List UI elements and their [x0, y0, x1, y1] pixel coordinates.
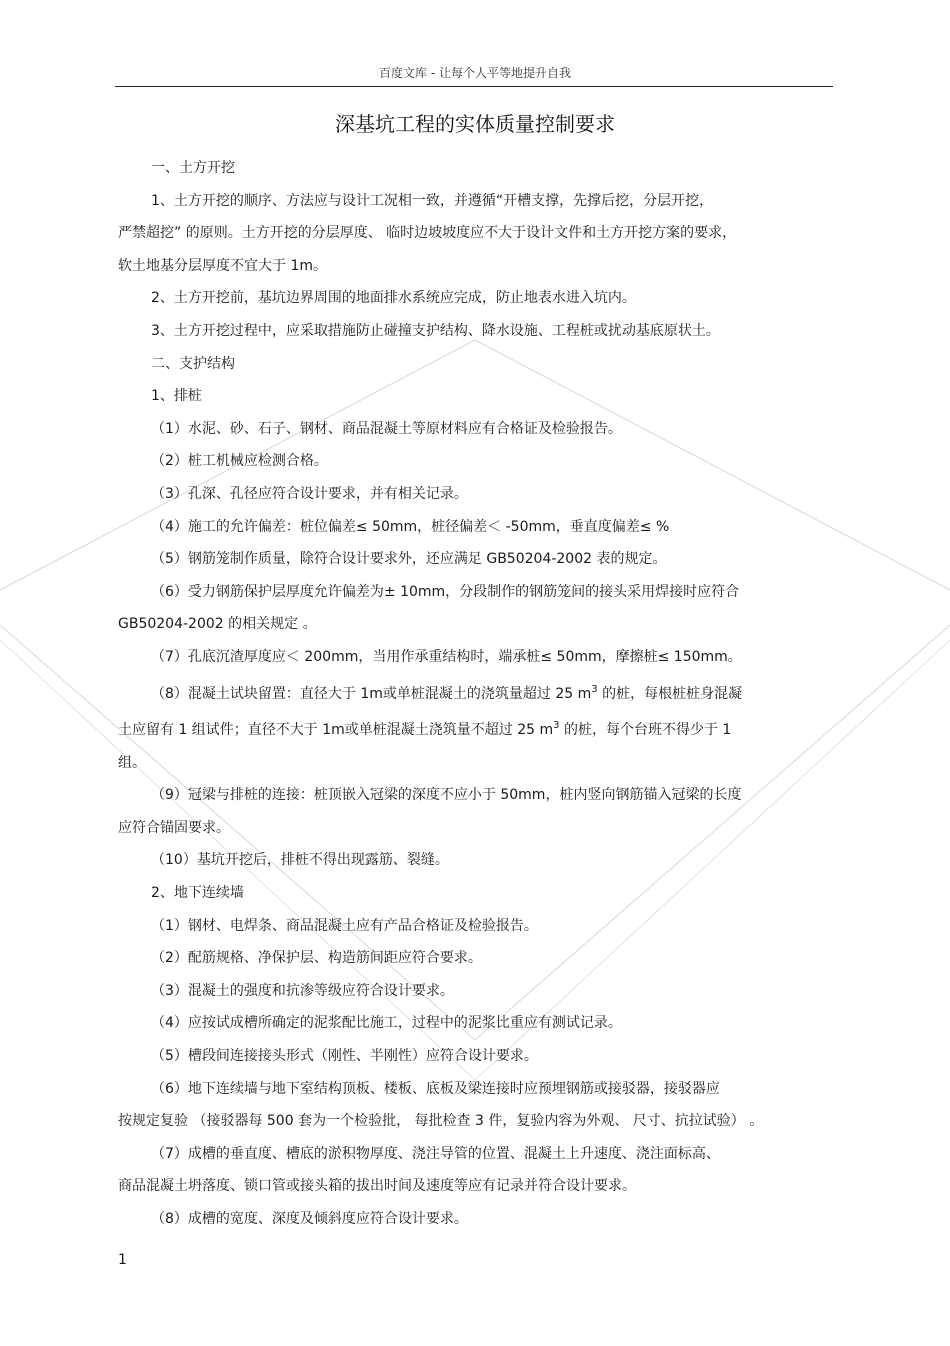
body-line: （5）钢筋笼制作质量，除符合设计要求外，还应满足 GB50204-2002 表的规定。: [151, 551, 667, 568]
body-line: （6）地下连续墙与地下室结构顶板、楼板、底板及梁连接时应预埋钢筋或接驳器，接驳器应: [151, 1080, 720, 1097]
document-body: [118, 152, 836, 1236]
body-line: 组。: [118, 754, 146, 771]
body-line: 土应留有 1 组试件；直径不大于 1m或单桩混凝土浇筑量不超过 25 $m^3$ 的桩，每个台班不得少于 1: [118, 720, 732, 739]
body-line: （6）受力钢筋保护层厚度允许偏差为± 10mm，分段制作的钢筋笼间的接头采用焊接时应符合: [151, 583, 740, 600]
body-line: （1）水泥、砂、石子、钢材、商品混凝土等原材料应有合格证及检验报告。: [151, 420, 622, 437]
body-line: （3）混凝土的强度和抗渗等级应符合设计要求。: [151, 982, 454, 999]
body-line: （5）槽段间连接接头形式（刚性、半刚性）应符合设计要求。: [151, 1048, 538, 1065]
body-line: 严禁超挖” 的原则。土方开挖的分层厚度、 临时边坡坡度应不大于设计文件和土方开挖方案的要求，: [118, 225, 737, 242]
body-line: （8）混凝土试块留置：直径大于 1m或单桩混凝土的浇筑量超过 25 $m^3$ 的桩，每根桩桩身混凝: [151, 683, 743, 702]
body-line: 2、地下连续墙: [151, 885, 244, 902]
body-line: （9）冠梁与排桩的连接：桩顶嵌入冠梁的深度不应小于 50mm，桩内竖向钢筋锚入冠梁的长度: [151, 787, 742, 804]
body-line: GB50204-2002 的相关规定 。: [118, 616, 317, 633]
body-line: （4）施工的允许偏差：桩位偏差≤ 50mm，桩径偏差＜ -50mm，垂直度偏差≤ %: [151, 518, 670, 535]
body-line: （8）成槽的宽度、深度及倾斜度应符合设计要求。: [151, 1211, 468, 1227]
body-line: 1、土方开挖的顺序、方法应与设计工况相一致，并遵循“开槽支撑，先撑后挖，分层开挖，: [151, 192, 714, 209]
body-line: （2）配筋规格、净保护层、构造筋间距应符合要求。: [151, 950, 482, 967]
body-line: 应符合锚固要求。: [118, 819, 230, 836]
body-line: 一、土方开挖: [151, 160, 235, 176]
body-line: 二、支护结构: [151, 355, 235, 372]
body-line: 商品混凝土坍落度、锁口管或接头箱的拔出时间及速度等应有记录并符合设计要求。: [118, 1178, 636, 1195]
body-line: （2）桩工机械应检测合格。: [151, 453, 328, 470]
document-title: 深基坑工程的实体质量控制要求: [335, 112, 615, 136]
header-divider: [115, 86, 833, 87]
superscript-exponent: 3: [591, 683, 598, 695]
page-header: 百度文库 - 让每个人平等地提升自我: [379, 66, 571, 80]
body-line: 2、土方开挖前，基坑边界周围的地面排水系统应完成，防止地表水进入坑内。: [151, 290, 636, 307]
body-line: （10）基坑开挖后，排桩不得出现露筋、裂缝。: [151, 852, 449, 869]
superscript-exponent: 3: [553, 720, 560, 732]
body-line: （4）应按试成槽所确定的泥浆配比施工，过程中的泥浆比重应有测试记录。: [151, 1015, 622, 1032]
body-line: 软土地基分层厚度不宜大于 1m。: [118, 257, 327, 274]
body-line: 3、土方开挖过程中，应采取措施防止碰撞支护结构、降水设施、工程桩或扰动基底原状土。: [151, 322, 720, 339]
body-line: （1）钢材、电焊条、商品混凝土应有产品合格证及检验报告。: [151, 917, 538, 934]
body-line: 按规定复验 （接驳器每 500 套为一个检验批， 每批检查 3 件，复验内容为外观、 尺寸、抗拉试验） 。: [118, 1113, 764, 1130]
page-number: 1: [118, 1252, 127, 1268]
body-line: （7）孔底沉渣厚度应＜ 200mm，当用作承重结构时，端承桩≤ 50mm，摩擦桩≤ 150mm。: [151, 648, 742, 665]
body-line: （7）成槽的垂直度、槽底的淤积物厚度、浇注导管的位置、混凝土上升速度、浇注面标高、: [151, 1145, 720, 1162]
body-line: （3）孔深、孔径应符合设计要求，并有相关记录。: [151, 485, 468, 502]
body-line: 1、排桩: [151, 388, 202, 405]
